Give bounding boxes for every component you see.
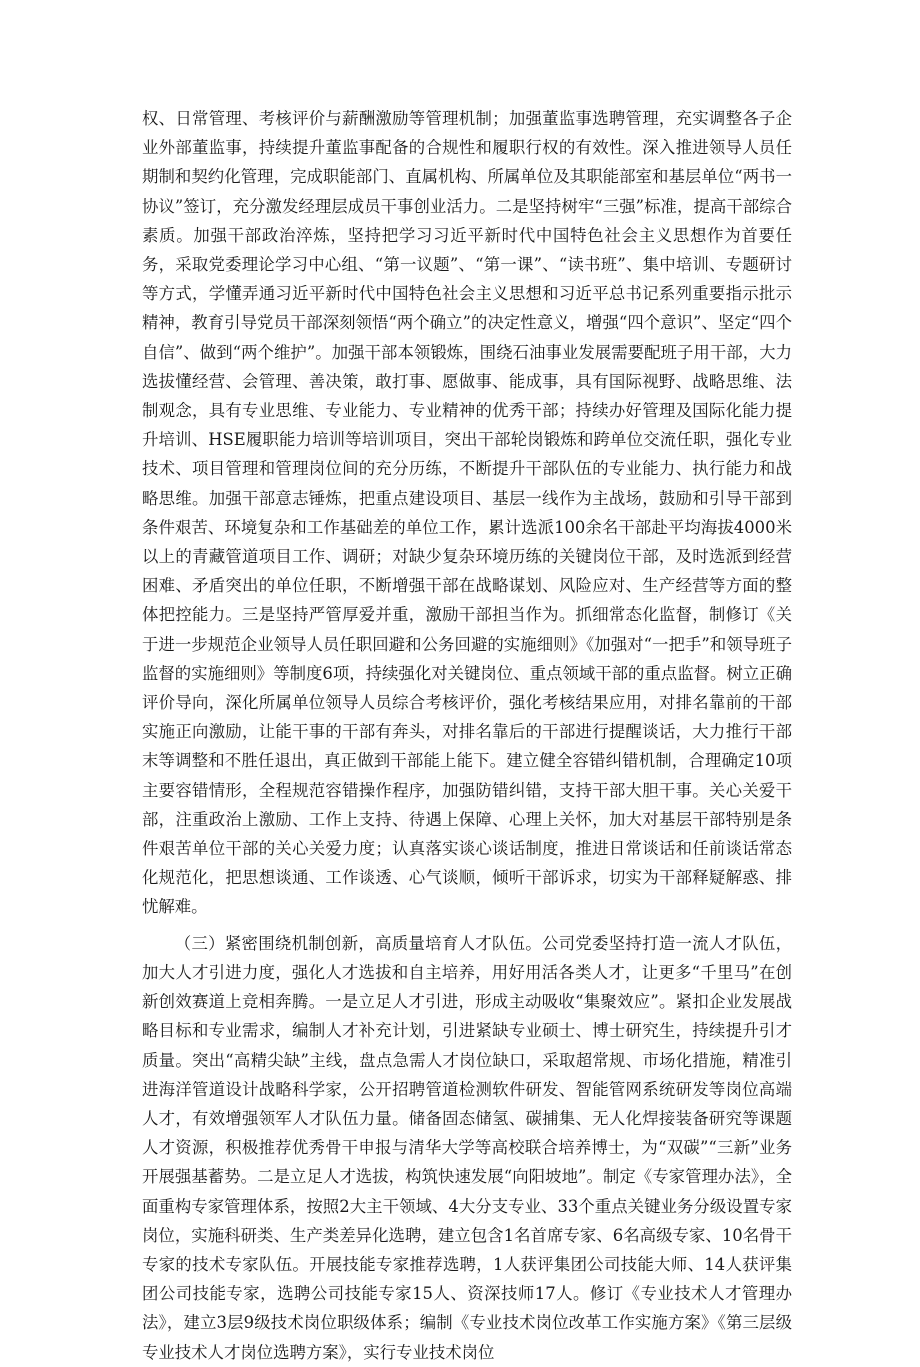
paragraph-talent-team: （三）紧密围绕机制创新，高质量培育人才队伍。公司党委坚持打造一流人才队伍，加大人才引进力度，强化人才选拔和自主培养，用好用活各类人才，让更多“千里马”在创新创效赛道上竞相奔腾。一是立足人才引进，形成主动吸收“集聚效应”。紧扣企业发展战略目标和专业需求，编制人才补充计划，引进紧缺专业硕士、博士研究生，持续提升引才质量。突出“高精尖缺”主线，盘点急需人才岗位缺口，采取超常规、市场化措施，精准引进海洋管道设计战略科学家，公开招聘管道检测软件研发、智能管网系统研发等岗位高端人才，有效增强领军人才队伍力量。储备固态储氢、碳捕集、无人化焊接装备研究等课题人才资源，积极推荐优秀骨干申报与清华大学等高校联合培养博士，为“双碳”“三新”业务开展强基蓄势。二是立足人才选拔，构筑快速发展“向阳坡地”。制定《专家管理办法》，全面重构专家管理体系，按照2大主干领域、4大分支专业、33个重点关键业务分级设置专家岗位，实施科研类、生产类差异化选聘，建立包含1名首席专家、6名高级专家、10名骨干专家的技术专家队伍。开展技能专家推荐选聘，1人获评集团公司技能大师、14人获评集团公司技能专家，选聘公司技能专家15人、资深技师17人。修订《专业技术人才管理办法》，建立3层9级技术岗位职级体系；编制《专业技术岗位改革工作实施方案》《第三层级专业技术人才岗位选聘方案》，实行专业技术岗位 (142, 933, 792, 1362)
paragraph-cadre-management: 权、日常管理、考核评价与薪酬激励等管理机制；加强董监事选聘管理，充实调整各子企业外部董监事，持续提升董监事配备的合规性和履职行权的有效性。深入推进领导人员任期制和契约化管理，完成职能部门、直属机构、所属单位及其职能部室和基层单位“两书一协议”签订，充分激发经理层成员干事创业活力。二是坚持树牢“三强”标准，提高干部综合素质。加强干部政治淬炼，坚持把学习习近平新时代中国特色社会主义思想作为首要任务，采取党委理论学习中心组、“第一议题”、“第一课”、“读书班”、集中培训、专题研讨等方式，学懂弄通习近平新时代中国特色社会主义思想和习近平总书记系列重要指示批示精神，教育引导党员干部深刻领悟“两个确立”的决定性意义，增强“四个意识”、坚定“四个自信”、做到“两个维护”。加强干部本领锻炼，围绕石油事业发展需要配班子用干部，大力选拔懂经营、会管理、善决策，敢打事、愿做事、能成事，具有国际视野、战略思维、法制观念，具有专业思维、专业能力、专业精神的优秀干部；持续办好管理及国际化能力提升培训、HSE履职能力培训等培训项目，突出干部轮岗锻炼和跨单位交流任职，强化专业技术、项目管理和管理岗位间的充分历练，不断提升干部队伍的专业能力、执行能力和战略思维。加强干部意志锤炼，把重点建设项目、基层一线作为主战场，鼓励和引导干部到条件艰苦、环境复杂和工作基础差的单位工作，累计选派100余名干部赴平均海拔4000米以上的青藏管道项目工作、调研；对缺少复杂环境历练的关键岗位干部，及时选派到经营困难、矛盾突出的单位任职，不断增强干部在战略谋划、风险应对、生产经营等方面的整体把控能力。三是坚持严管厚爱并重，激励干部担当作为。抓细常态化监督，制修订《关于进一步规范企业领导人员任职回避和公务回避的实施细则》《加强对“一把手”和领导班子监督的实施细则》等制度6项，持续强化对关键岗位、重点领域干部的重点监督。树立正确评价导向，深化所属单位领导人员综合考核评价，强化考核结果应用，对排名靠前的干部实施正向激励，让能干事的干部有奔头，对排名靠后的干部进行提醒谈话，大力推行干部末等调整和不胜任退出，真正做到干部能上能下。建立健全容错纠错机制，合理确定10项主要容错情形，全程规范容错操作程序，加强防错纠错，支持干部大胆干事。关心关爱干部，注重政治上激励、工作上支持、待遇上保障、心理上关怀，加大对基层干部特别是条件艰苦单位干部的关心关爱力度；认真落实谈心谈话制度，推进日常谈话和任前谈话常态化规范化，把思想谈通、工作谈透、心气谈顺，倾听干部诉求，切实为干部释疑解惑、排忧解难。 (142, 109, 792, 917)
document-body (142, 104, 792, 1367)
